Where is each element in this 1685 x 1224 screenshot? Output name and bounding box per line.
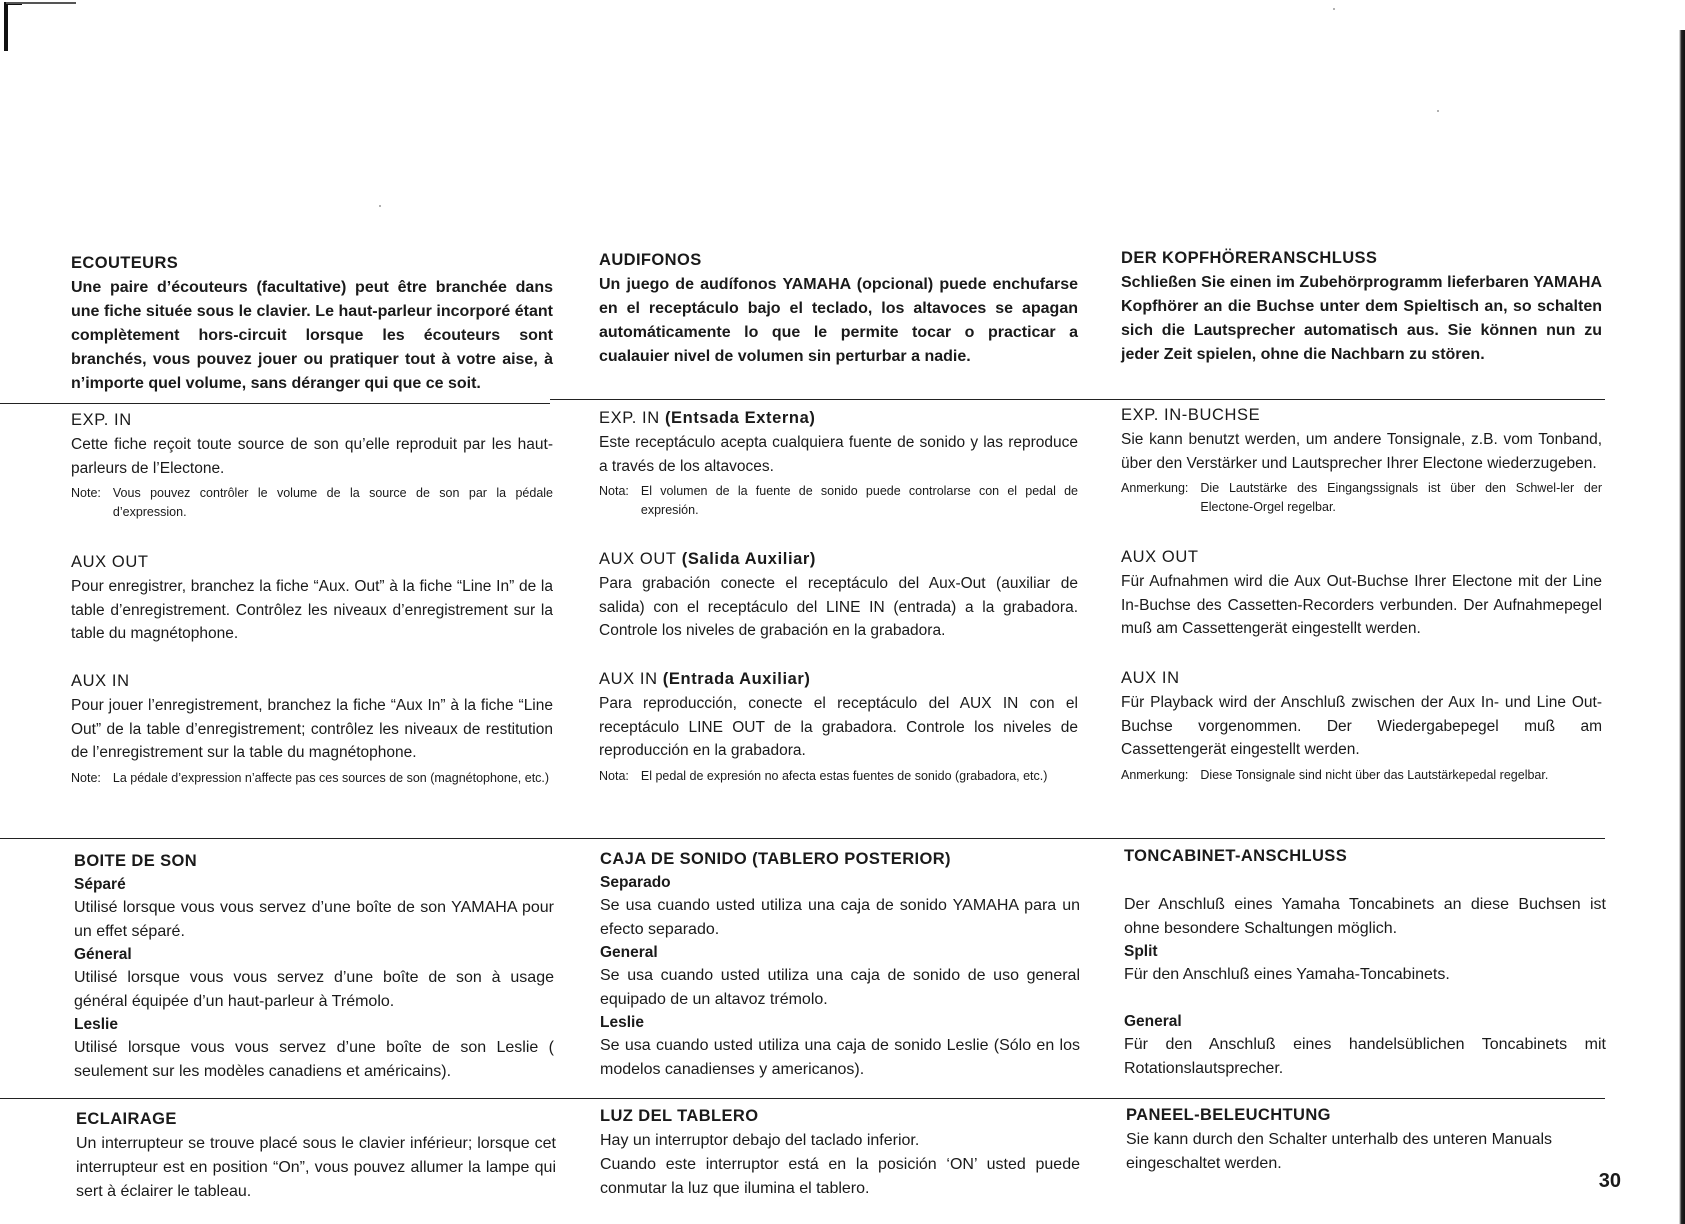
scan-speck xyxy=(379,205,381,207)
item-label: General xyxy=(600,944,658,961)
section-title-suffix: (Entrada Auxiliar) xyxy=(657,670,811,688)
note-label: Nota: xyxy=(599,768,629,783)
item-label: Split xyxy=(1124,943,1158,960)
spacer xyxy=(1124,987,1606,1011)
section-text: Para grabación conecte el receptáculo del Aux-Out (auxiliar de salida) con el receptáculo del LINE IN (entrada) a la grabadora. Controle los niveles de grabación en la grabadora. xyxy=(599,575,1078,639)
fr-sound-box-section xyxy=(74,852,554,1084)
scan-corner-mark-top xyxy=(6,2,76,4)
note-label: Note: xyxy=(71,770,101,785)
note-label: Note: xyxy=(71,486,101,500)
note xyxy=(599,482,1078,520)
note-text: El volumen de la fuente de sonido puede controlarse con el pedal de expresión. xyxy=(640,484,1078,517)
section-title-suffix: (Salida Auxiliar) xyxy=(676,550,817,568)
page-number: 30 xyxy=(1598,1170,1621,1192)
spacer xyxy=(1124,869,1606,893)
section-title: AUX IN xyxy=(599,670,658,688)
de-aux-in-section xyxy=(1121,669,1602,785)
es-sound-box-section xyxy=(600,850,1080,1082)
de-exp-in-section xyxy=(1121,406,1602,517)
de-aux-out-section xyxy=(1121,548,1602,641)
fr-exp-in-section xyxy=(71,411,553,522)
section-title: AUX OUT xyxy=(599,550,677,568)
section-title: EXP. IN xyxy=(599,409,660,427)
section-title: AUX IN xyxy=(1121,669,1180,687)
section-title: LUZ DEL TABLERO xyxy=(600,1107,759,1125)
item-text: Für den Anschluß eines handelsüblichen Toncabinets mit Rotationslautsprecher. xyxy=(1124,1036,1606,1077)
section-title: DER KOPFHÖRERANSCHLUSS xyxy=(1121,249,1378,267)
note-text: El pedal de expresión no afecta estas fuentes de sonido (grabadora, etc.) xyxy=(640,768,1048,783)
note-text: La pédale d’expression n’affecte pas ces sources de son (magnétophone, etc.) xyxy=(112,770,550,785)
section-text: Cuando este interruptor está en la posición ‘ON’ usted puede conmutar la luz que ilumina el tablero. xyxy=(600,1156,1080,1197)
note xyxy=(71,484,553,522)
es-exp-in-section xyxy=(599,409,1078,520)
section-title: AUX IN xyxy=(71,672,130,690)
es-headphones-section xyxy=(599,251,1078,369)
section-title: ECOUTEURS xyxy=(71,254,179,272)
section-text: Für Playback wird der Anschluß zwischen der Aux In- und Line Out-Buchse vorgenommen. Der Wiedergabepegel muß am Cassettengerät eingestellt werden. xyxy=(1121,694,1602,758)
item-text: Utilisé lorsque vous vous servez d’une boîte de son YAMAHA pour un effet séparé. xyxy=(74,899,554,940)
divider-rule xyxy=(550,399,1605,400)
item-label: Separado xyxy=(600,874,671,891)
scan-speck xyxy=(1437,110,1439,112)
section-text: Sie kann benutzt werden, um andere Tonsignale, z.B. vom Tonband, über den Verstärker und Lautsprecher Ihrer Electone wiederzugeben. xyxy=(1121,431,1602,472)
scan-speck xyxy=(1333,8,1335,10)
section-text: Un juego de audífonos YAMAHA (opcional) puede enchufarse en el receptáculo bajo el teclado, los altavoces se apagan automáticamente lo que le permite tocar o practicar a cualauier nivel de volumen sin perturbar a nadie. xyxy=(599,276,1078,365)
section-text: Un interrupteur se trouve placé sous le clavier inférieur; lorsque cet interrupteur est en position “On”, vous pouvez allumer la lampe qui sert à éclairer le tableau. xyxy=(76,1135,556,1200)
item-label: Géneral xyxy=(74,946,132,963)
fr-headphones-section xyxy=(71,254,553,396)
section-title: AUX OUT xyxy=(1121,548,1199,566)
section-title: PANEEL-BELEUCHTUNG xyxy=(1126,1106,1331,1124)
section-text: Cette fiche reçoit toute source de son qu’elle reproduit par les haut-parleurs de l’Electone. xyxy=(71,436,553,477)
section-title: EXP. IN xyxy=(71,411,132,429)
section-title-suffix: (Entsada Externa) xyxy=(659,409,816,427)
note-text: Diese Tonsignale sind nicht über das Lautstärkepedal regelbar. xyxy=(1200,767,1549,782)
item-text: Utilisé lorsque vous vous servez d’une boîte de son à usage général équipée d’un haut-parleur à Trémolo. xyxy=(74,969,554,1010)
item-text: Se usa cuando usted utiliza una caja de sonido Leslie (Sólo en los modelos canadienses y americanos). xyxy=(600,1037,1080,1078)
section-title: ECLAIRAGE xyxy=(76,1110,177,1128)
item-label: General xyxy=(1124,1013,1182,1030)
section-text: Para reproducción, conecte el receptáculo del AUX IN con el receptáculo LINE OUT de la grabadora. Controle los niveles de reproducción en la grabadora. xyxy=(599,695,1078,759)
fr-lighting-section xyxy=(76,1110,556,1204)
item-label: Séparé xyxy=(74,876,126,893)
es-aux-in-section xyxy=(599,670,1078,786)
section-text: Der Anschluß eines Yamaha Toncabinets an diese Buchsen ist ohne besondere Schaltungen möglich. xyxy=(1124,896,1606,937)
item-text: Se usa cuando usted utiliza una caja de sonido YAMAHA para un efecto separado. xyxy=(600,897,1080,938)
divider-rule xyxy=(0,403,550,404)
de-sound-box-section xyxy=(1124,847,1606,1081)
divider-rule xyxy=(0,838,1605,839)
de-lighting-section xyxy=(1126,1106,1606,1176)
divider-rule xyxy=(0,1098,1605,1099)
section-text: Hay un interruptor debajo del taclado inferior. xyxy=(600,1132,920,1149)
fr-aux-out-section xyxy=(71,553,553,646)
section-text: Sie kann durch den Schalter unterhalb des unteren Manuals eingeschaltet werden. xyxy=(1126,1131,1553,1172)
note xyxy=(1121,479,1602,517)
item-text: Se usa cuando usted utiliza una caja de sonido de uso general equipado de un altavoz trémolo. xyxy=(600,967,1080,1008)
item-label: Leslie xyxy=(600,1014,644,1031)
de-headphones-section xyxy=(1121,249,1602,367)
section-text: Für Aufnahmen wird die Aux Out-Buchse Ihrer Electone mit der Line In-Buchse des Cassetten-Recorders verbunden. Der Aufnahmepegel muß am Cassettengerät eingestellt werden. xyxy=(1121,573,1602,637)
section-title: AUDIFONOS xyxy=(599,251,702,269)
section-text: Schließen Sie einen im Zubehörprogramm lieferbaren YAMAHA Kopfhörer an die Buchse unter dem Spieltisch an, so schalten sich die Lautsprecher automatisch aus. Sie können nun zu jeder Zeit spielen, ohne die Nachbarn zu stören. xyxy=(1121,274,1602,363)
section-title: BOITE DE SON xyxy=(74,852,198,870)
note xyxy=(599,767,1078,786)
note-text: Vous pouvez contrôler le volume de la source de son par la pédale d’expression. xyxy=(112,486,553,519)
scan-right-edge xyxy=(1679,30,1685,1224)
scan-corner-mark xyxy=(4,2,22,51)
item-text: Für den Anschluß eines Yamaha-Toncabinets. xyxy=(1124,966,1450,983)
item-label: Leslie xyxy=(74,1016,118,1033)
section-text: Pour enregistrer, branchez la fiche “Aux. Out” à la fiche “Line In” de la table d’enregistrement. Contrôlez les niveaux d’enregistrement sur la table du magnétophone. xyxy=(71,578,553,642)
note-label: Anmerkung: xyxy=(1121,481,1189,495)
note-label: Anmerkung: xyxy=(1121,767,1189,782)
section-title: TONCABINET-ANSCHLUSS xyxy=(1124,847,1348,865)
section-title: CAJA DE SONIDO (TABLERO POSTERIOR) xyxy=(600,850,951,868)
section-text: Une paire d’écouteurs (facultative) peut être branchée dans une fiche située sous le clavier. Le haut-parleur incorporé étant complètement hors-circuit lorsque les écouteurs sont branchés, vous pouvez jouer ou pratiquer tout à votre aise, à n’importe quel volume, sans déranger qui que ce soit. xyxy=(71,279,553,392)
fr-aux-in-section xyxy=(71,672,553,788)
es-lighting-section xyxy=(600,1107,1080,1201)
note-text: Die Lautstärke des Eingangssignals ist über den Schwel-ler der Electone-Orgel regelbar. xyxy=(1200,481,1602,514)
note xyxy=(1121,766,1602,785)
section-text: Pour jouer l’enregistrement, branchez la fiche “Aux In” à la fiche “Line Out” de la table d’enregistrement; contrôlez les niveaux de restitution de l’enregistrement sur la table du magnétophone. xyxy=(71,697,553,761)
section-title: AUX OUT xyxy=(71,553,149,571)
section-title: EXP. IN-BUCHSE xyxy=(1121,406,1261,424)
note xyxy=(71,769,553,788)
es-aux-out-section xyxy=(599,550,1078,643)
note-label: Nota: xyxy=(599,484,629,498)
section-text: Este receptáculo acepta cualquiera fuente de sonido y las reproduce a través de los altavoces. xyxy=(599,434,1078,475)
item-text: Utilisé lorsque vous vous servez d’une boîte de son Leslie ( seulement sur les modèles canadiens et américains). xyxy=(74,1039,554,1080)
